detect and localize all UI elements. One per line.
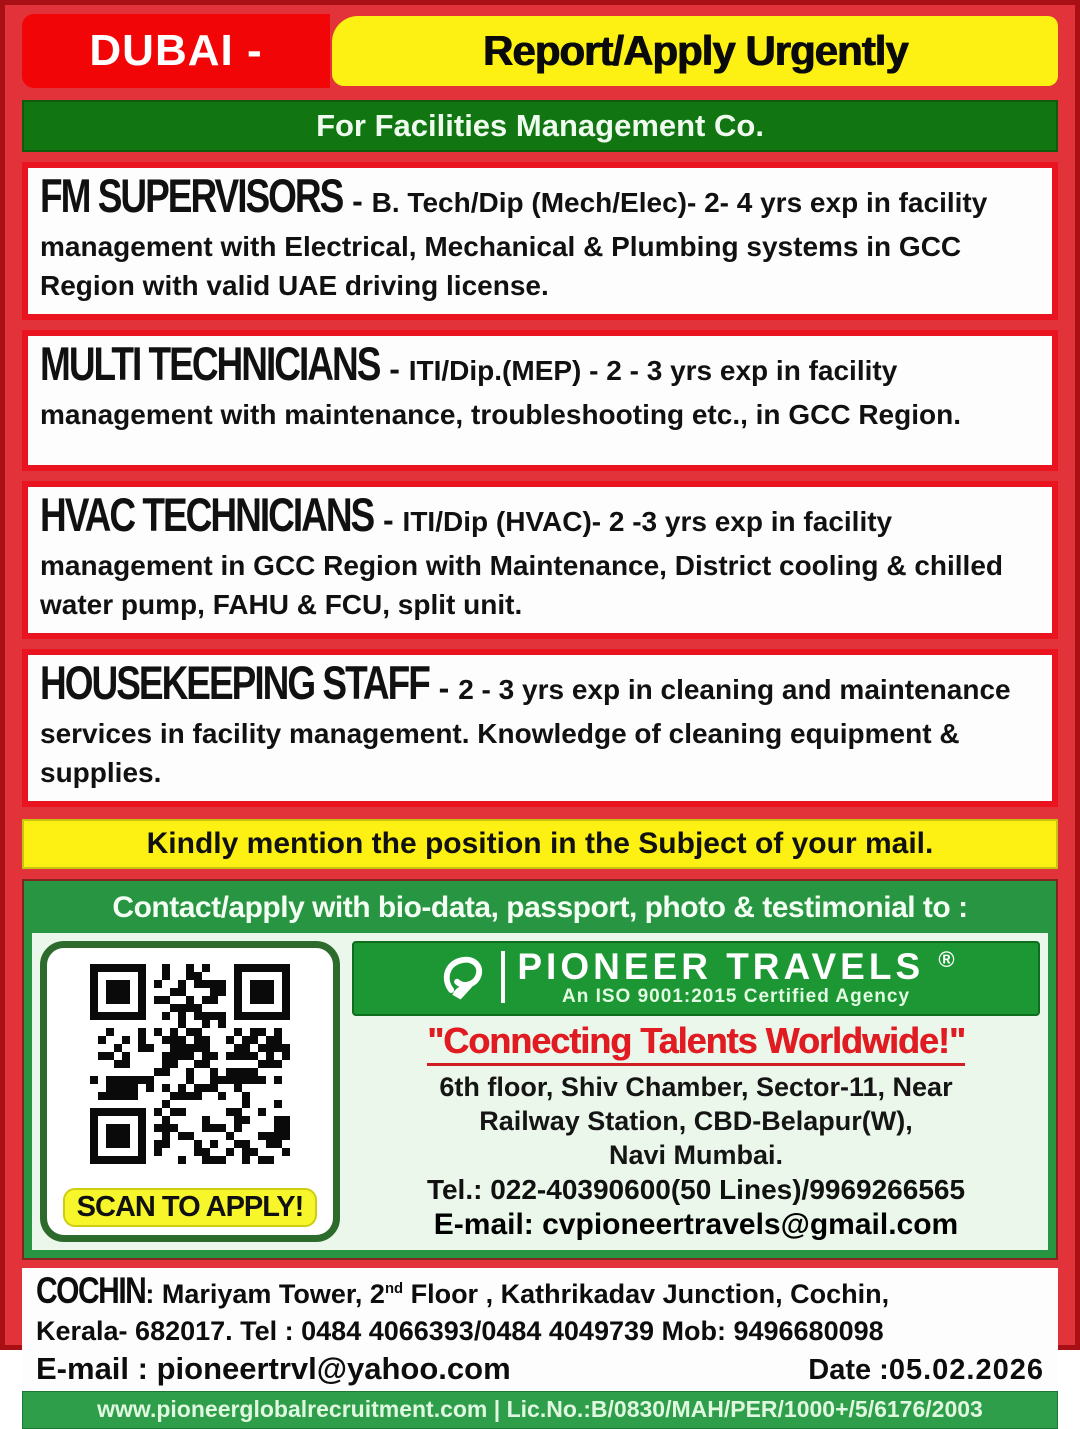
header [22,14,1058,88]
mail-subject-notice: Kindly mention the position in the Subject of your mail. [22,819,1058,869]
job-title: HOUSEKEEPING STAFF [40,656,429,710]
agency-logo-box [352,941,1040,1016]
contact-header: Contact/apply with bio-data, passport, photo & testimonial to : [112,891,968,925]
job-title: FM SUPERVISORS [40,169,343,222]
job-box-fm-supervisors [22,162,1058,320]
website-license-bar[interactable]: www.pioneerglobalrecruitment.com | Lic.No.:B/0830/MAH/PER/1000+/5/6176/2003 [22,1391,1058,1429]
address-line: Navi Mumbai. [608,1139,784,1170]
agency-slogan: "Connecting Talents Worldwide!" [427,1020,965,1066]
agency-tagline: An ISO 9001:2015 Certified Agency [561,985,911,1007]
branch-address-line2: Kerala- 682017. Tel : 0484 4066393/0484 4049739 Mob: 9496680098 [36,1315,884,1346]
job-title: MULTI TECHNICIANS [40,337,380,391]
agency-address [439,1070,952,1172]
agency-column [352,941,1040,1242]
job-separator: - [389,351,409,388]
ordinal-suffix: nd [384,1280,404,1297]
branch-address-line1: COCHIN: Mariyam Tower, 2nd Floor , Kathrikadav Junction, Cochin, [36,1274,1044,1314]
logo-text [517,948,954,1007]
agency-email[interactable]: E-mail: cvpioneertravels@gmail.com [433,1207,959,1241]
agency-name: PIONEER TRAVELS ® [517,946,955,988]
company-type-banner: For Facilities Management Co. [22,100,1058,152]
job-description: B. Tech/Dip (Mech/Elec)- 2- 4 yrs exp in facility management with Electrical, Mechanical & Plumbing systems in GCC Region with valid UAE driving license. [40,187,988,302]
branch-bottom-row [36,1351,1044,1387]
qr-card [40,941,340,1242]
job-title: HVAC TECHNICIANS [40,488,374,542]
job-box-housekeeping-staff [22,649,1058,807]
branch-section [22,1268,1058,1391]
job-description: ITI/Dip (HVAC)- 2 -3 yrs exp in facility management in GCC Region with Maintenance, District cooling & chilled water pump, FAHU & FCU, split unit. [40,506,1004,621]
qr-code-icon[interactable] [84,958,296,1170]
date [808,1354,1044,1387]
address-line: Railway Station, CBD-Belapur(W), [479,1105,913,1136]
date-label: Date : [808,1354,889,1387]
job-description: 2 - 3 yrs exp in cleaning and maintenance services in facility management. Knowledge of cleaning equipment & supplies. [40,674,1011,789]
agency-phone[interactable]: Tel.: 022-40390600(50 Lines)/9969266565 [426,1173,966,1205]
branch-city: COCHIN [36,1270,146,1312]
address-line: 6th floor, Shiv Chamber, Sector-11, Near [439,1071,953,1102]
pioneer-logo-icon [437,951,489,1003]
job-separator: - [438,670,459,707]
branch-email[interactable]: E-mail : pioneertrvl@yahoo.com [36,1351,511,1387]
logo-divider [501,951,505,1003]
contact-body [32,933,1048,1250]
scan-to-apply-label: SCAN TO APPLY! [63,1188,318,1227]
job-separator: - [352,183,372,219]
job-separator: - [383,502,403,539]
registered-trademark-icon: ® [938,947,955,973]
date-value: 05.02.2026 [888,1354,1044,1387]
job-box-hvac-technicians [22,481,1058,639]
location-banner: DUBAI - [22,14,330,88]
job-box-multi-technicians [22,330,1058,471]
job-description: ITI/Dip.(MEP) - 2 - 3 yrs exp in facility management with maintenance, troubleshooting etc., in GCC Region. [40,355,961,430]
contact-section [22,879,1058,1260]
urgency-banner: Report/Apply Urgently [332,16,1058,86]
